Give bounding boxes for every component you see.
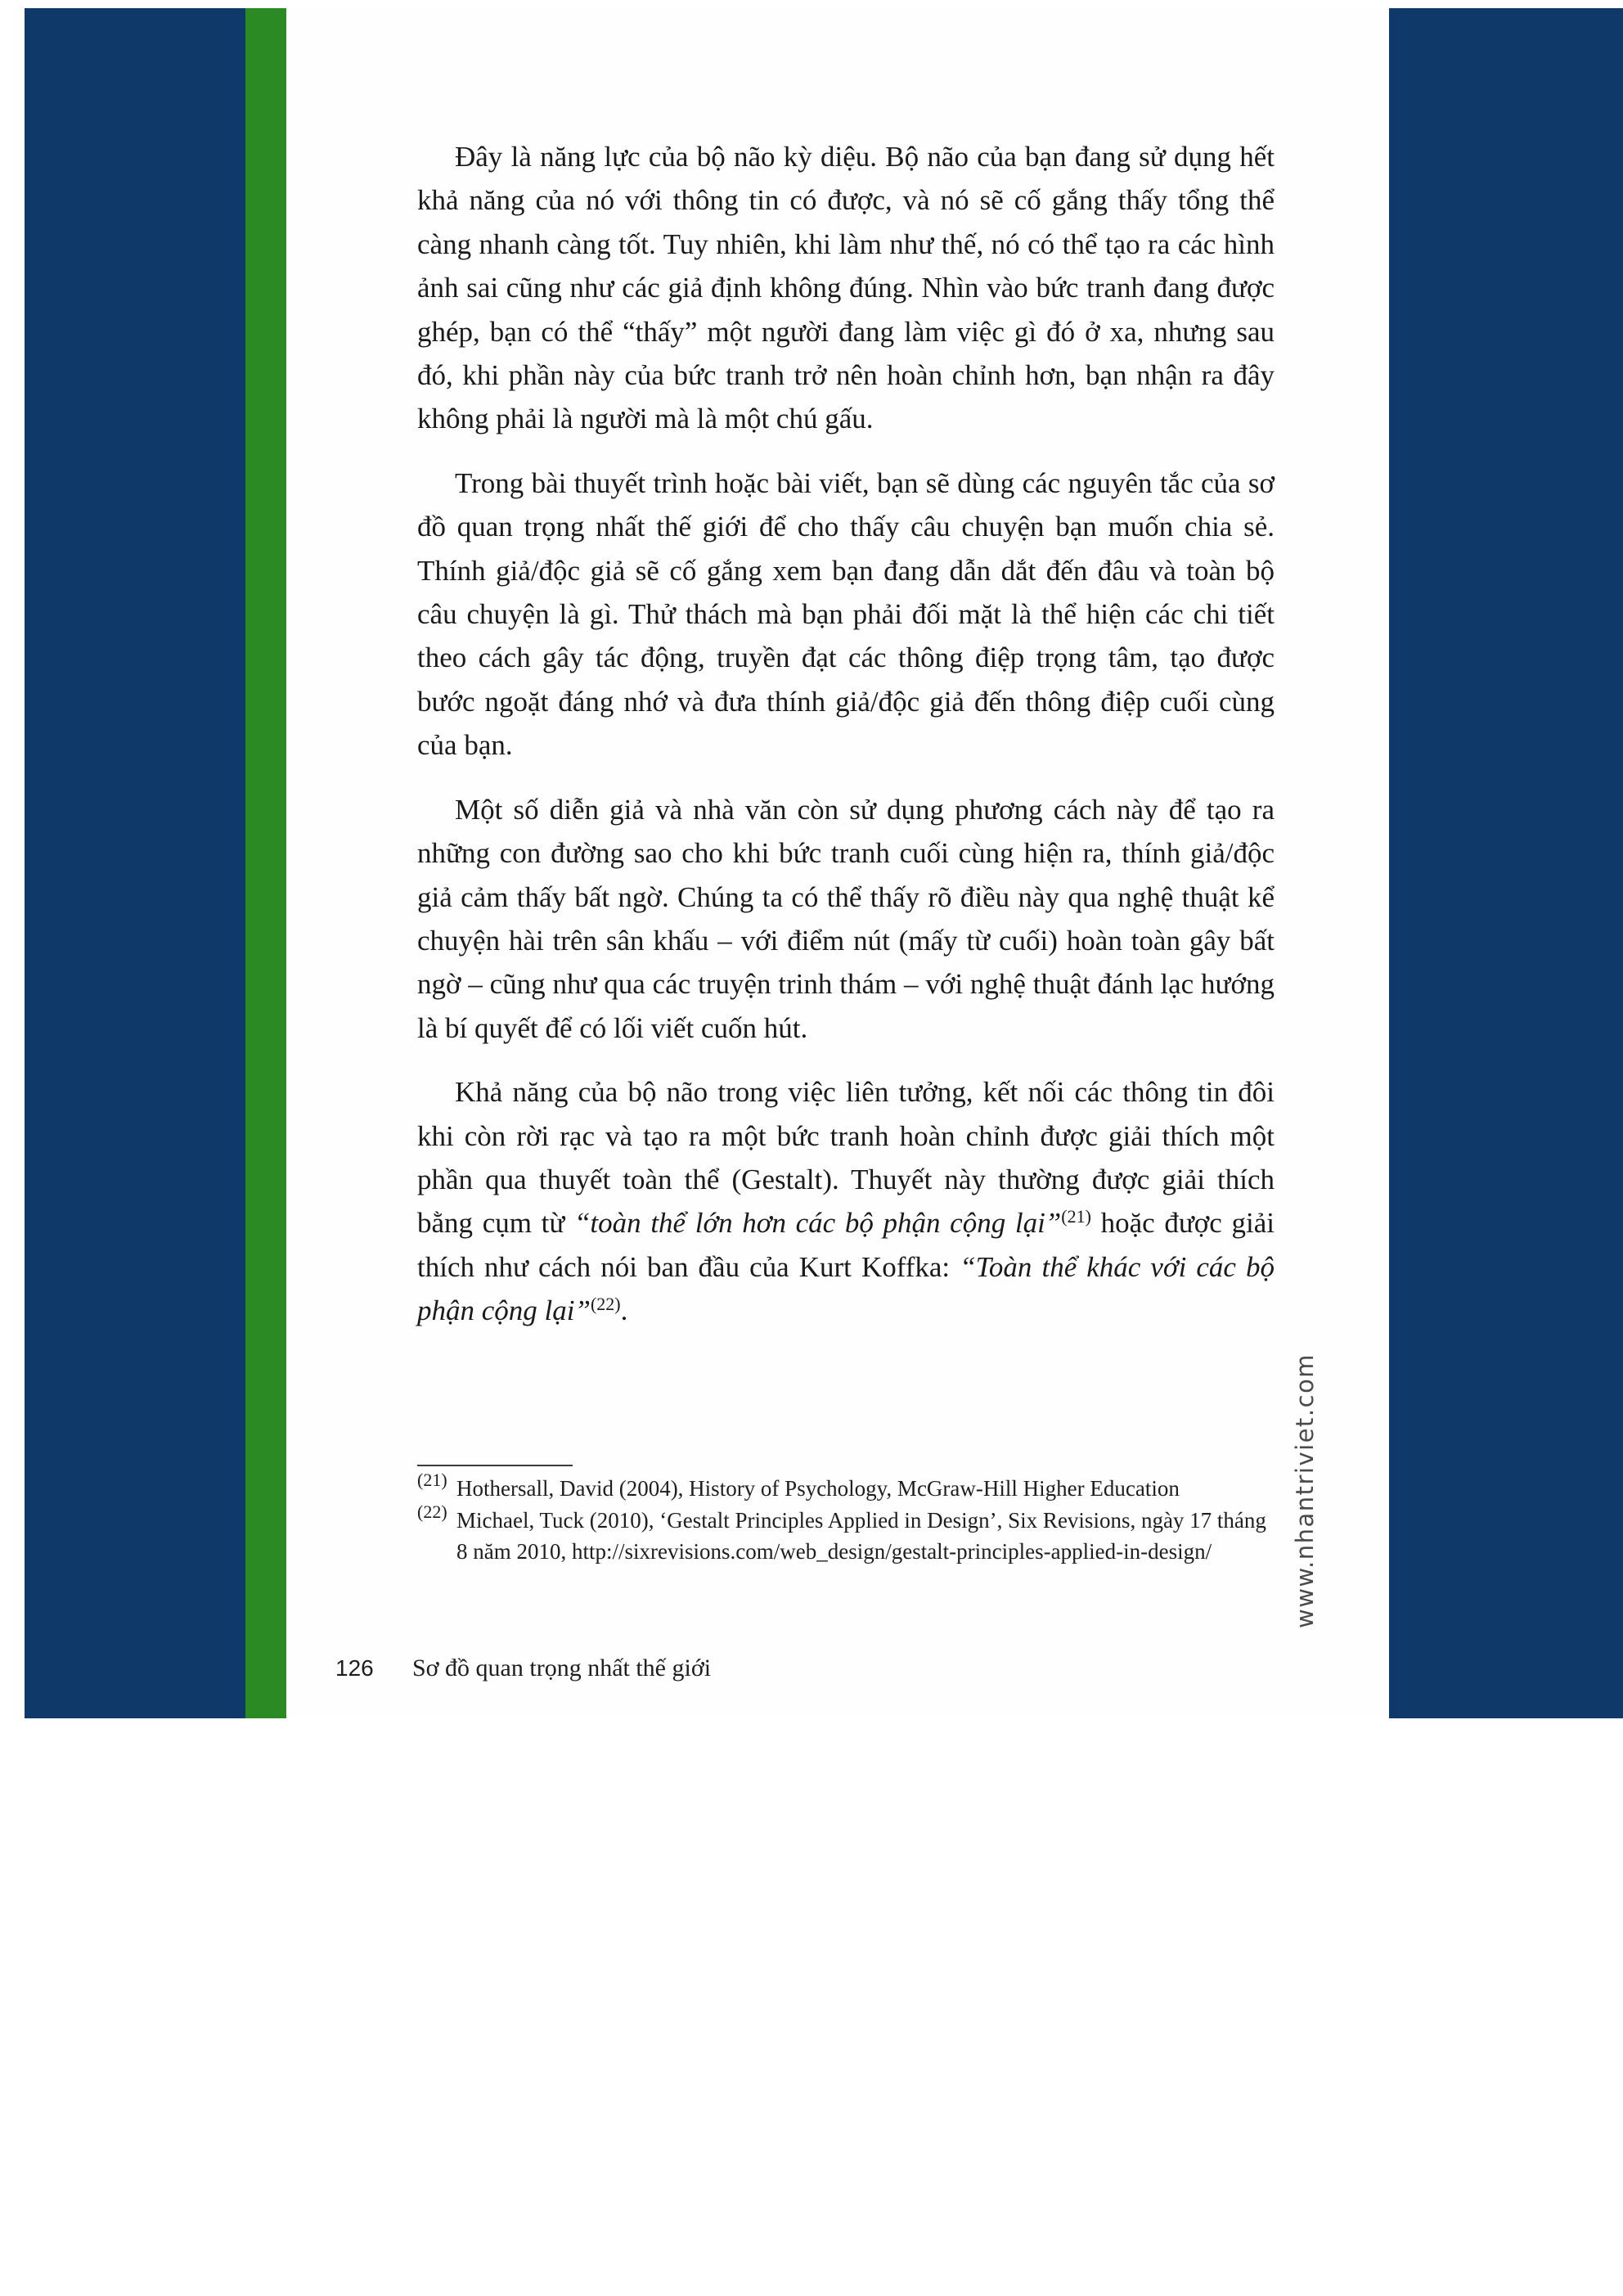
paragraph-1: Đây là năng lực của bộ não kỳ diệu. Bộ não của bạn đang sử dụng hết khả năng của nó với thông tin có được, và nó sẽ cố gắng thấy tổng thể càng nhanh càng tốt. Tuy nhiên, khi làm như thế, nó có thể tạo ra các hình ảnh sai cũng như các giả định không đúng. Nhìn vào bức tranh đang được ghép, bạn có thể “thấy” một người đang làm việc gì đó ở xa, nhưng sau đó, khi phần này của bức tranh trở nên hoàn chỉnh hơn, bạn nhận ra đây không phải là người mà là một chú gấu. [417,141,1275,435]
footnote-ref-22: (22) [590,1294,621,1315]
footnote-21 [417,1470,1275,1505]
footnote-text: Michael, Tuck (2010), ‘Gestalt Principles Applied in Design’, Six Revisions, ngày 17 tháng 8 năm 2010, http://sixrevisions.com/web_design/gestalt-principles-applied-in-design/ [456,1507,1266,1564]
running-title: Sơ đồ quan trọng nhất thế giới [412,1654,712,1681]
page-footer [335,1654,1072,1682]
footnote-ref-21: (21) [1061,1206,1091,1227]
quote-koffka: “Toàn thể khác với các bộ phận cộng lại” [417,1250,1275,1327]
footnotes [417,1470,1275,1568]
spine-band [245,8,286,1718]
page-number: 126 [335,1655,374,1681]
book-page [286,8,1389,1718]
publisher-url: www.nhantriviet.com [1291,1353,1319,1628]
paragraph-4-text-b: hoặc được giải thích như cách nói ban đầu của Kurt Koffka: [417,1207,1275,1283]
footnote-divider [417,1465,573,1466]
quote-whole-greater: “toàn thể lớn hơn các bộ phận cộng lại” [573,1207,1062,1240]
body-text [417,135,1275,1333]
footnote-text: Hothersall, David (2004), History of Psychology, McGraw-Hill Higher Education [456,1476,1180,1501]
paragraph-2: Trong bài thuyết trình hoặc bài viết, bạn sẽ dùng các nguyên tắc của sơ đồ quan trọng nhất thế giới để cho thấy câu chuyện bạn muốn chia sẻ. Thính giả/độc giả sẽ cố gắng xem bạn đang dẫn dắt đến đâu và toàn bộ câu chuyện là gì. Thử thách mà bạn phải đối mặt là thể hiện các chi tiết theo cách gây tác động, truyền đạt các thông điệp trọng tâm, tạo được bước ngoặt đáng nhớ và đưa thính giả/độc giả đến thông điệp cuối cùng của bạn. [417,466,1275,762]
footnote-mark: (21) [417,1470,447,1490]
paragraph-4-text-a: Khả năng của bộ não trong việc liên tưởng, kết nối các thông tin đôi khi còn rời rạc và tạo ra một bức tranh hoàn chỉnh được giải thích một phần qua thuyết toàn thể (Gestalt). Thuyết này thường được giải thích bằng cụm từ [417,1076,1275,1240]
paragraph-3: Một số diễn giả và nhà văn còn sử dụng phương cách này để tạo ra những con đường sao cho khi bức tranh cuối cùng hiện ra, thính giả/độc giả cảm thấy bất ngờ. Chúng ta có thể thấy rõ điều này qua nghệ thuật kể chuyện hài trên sân khấu – với điểm nút (mấy từ cuối) hoàn toàn gây bất ngờ – cũng như qua các truyện trinh thám – với nghệ thuật đánh lạc hướng là bí quyết để có lối viết cuốn hút. [417,793,1275,1044]
footnote-mark: (22) [417,1501,447,1522]
footnote-22 [417,1501,1275,1568]
paragraph-4 [417,1070,1275,1332]
paragraph-4-text-c: . [620,1294,628,1327]
